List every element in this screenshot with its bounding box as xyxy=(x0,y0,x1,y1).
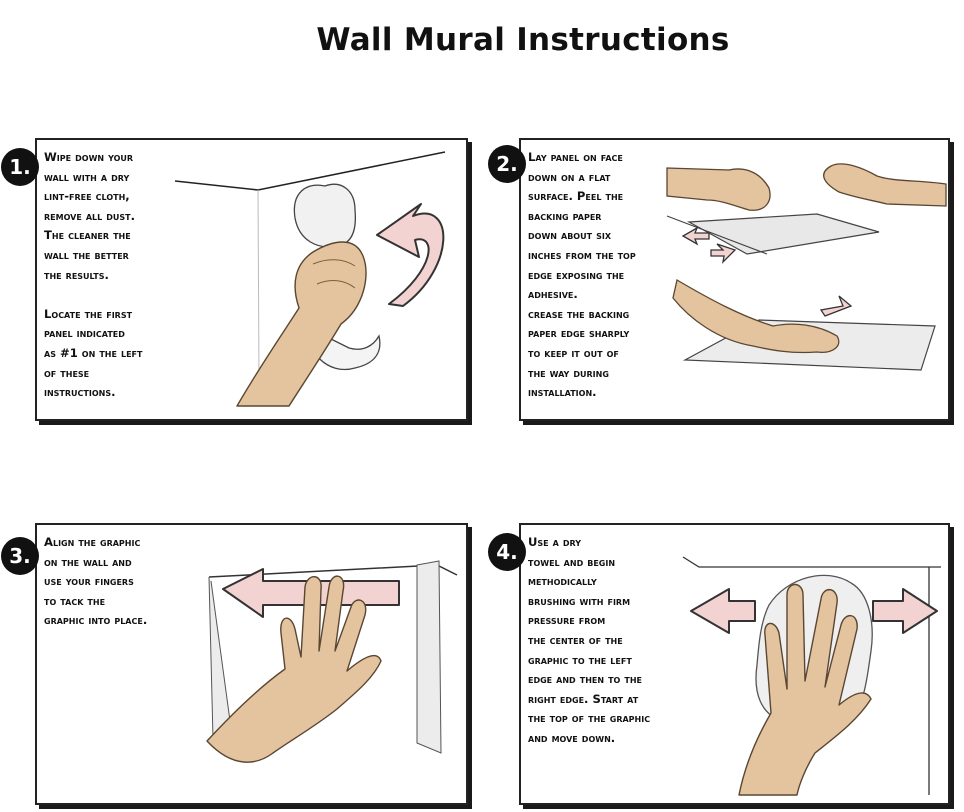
hand-creasing-icon xyxy=(673,280,839,353)
text-line: remove all dust. xyxy=(44,208,136,223)
text-line: and move down. xyxy=(528,730,616,745)
page-title: Wall Mural Instructions xyxy=(316,22,730,58)
text-line: crease the backing xyxy=(528,306,630,321)
text-line: methodically xyxy=(528,574,597,589)
text-line: wall with a dry xyxy=(44,169,130,184)
right-arrow-icon xyxy=(873,589,937,633)
step-2-panel xyxy=(519,138,950,421)
text-line: graphic into place. xyxy=(44,613,148,628)
step-1-badge: 1. xyxy=(1,148,39,186)
text-line: installation. xyxy=(528,385,597,400)
text-line: to tack the xyxy=(44,593,106,608)
text-line: as #1 on the left xyxy=(44,345,143,360)
text-line: the way during xyxy=(528,365,609,380)
curved-arrow-icon xyxy=(377,204,443,306)
text-line: on the wall and xyxy=(44,554,132,569)
step-3-badge: 3. xyxy=(1,537,39,575)
text-line: Align the graphic xyxy=(44,535,141,549)
text-line: Lay panel on face xyxy=(528,150,623,164)
text-line: wall the better xyxy=(44,247,129,262)
text-line: panel indicated xyxy=(44,326,125,341)
text-line: edge and then to the xyxy=(528,672,642,687)
text-line: instructions. xyxy=(44,385,116,400)
text-line: inches from the top xyxy=(528,247,636,262)
text-line: use your fingers xyxy=(44,574,134,589)
hand-with-towel-icon xyxy=(739,575,872,795)
step-4-panel xyxy=(519,523,950,805)
text-line: brushing with firm xyxy=(528,593,631,608)
text-line: backing paper xyxy=(528,208,602,223)
hands-peeling-icon xyxy=(667,164,946,210)
step-1-text xyxy=(44,148,142,403)
step-4-text xyxy=(528,533,650,749)
left-arrow-icon xyxy=(691,589,755,633)
text-line: The cleaner the xyxy=(44,228,131,243)
text-line: edge exposing the xyxy=(528,267,625,282)
text-line: the center of the xyxy=(528,632,623,647)
step-3-text xyxy=(44,533,147,631)
step-2-badge: 2. xyxy=(488,145,526,183)
step-3-panel xyxy=(35,523,468,805)
text-line: surface. Peel the xyxy=(528,189,624,204)
text-line: Locate the first xyxy=(44,306,133,321)
text-line: paper edge sharply xyxy=(528,326,630,341)
text-line: pressure from xyxy=(528,613,606,628)
text-line: graphic to the left xyxy=(528,652,632,667)
text-line: adhesive. xyxy=(528,287,578,302)
text-line: Wipe down your xyxy=(44,150,134,164)
step-4-badge: 4. xyxy=(488,533,526,571)
text-line: towel and begin xyxy=(528,554,616,569)
text-line: lint-free cloth, xyxy=(44,189,130,204)
text-line: of these xyxy=(44,365,90,380)
text-line: the top of the graphic xyxy=(528,711,651,726)
text-line: the results. xyxy=(44,267,109,282)
step-1-panel xyxy=(35,138,468,421)
step-2-text xyxy=(528,148,636,403)
text-line: Use a dry xyxy=(528,535,582,549)
text-line: down about six xyxy=(528,228,611,243)
text-line: to keep it out of xyxy=(528,345,619,360)
text-line: down on a flat xyxy=(528,169,611,184)
text-line: right edge. Start at xyxy=(528,691,639,706)
